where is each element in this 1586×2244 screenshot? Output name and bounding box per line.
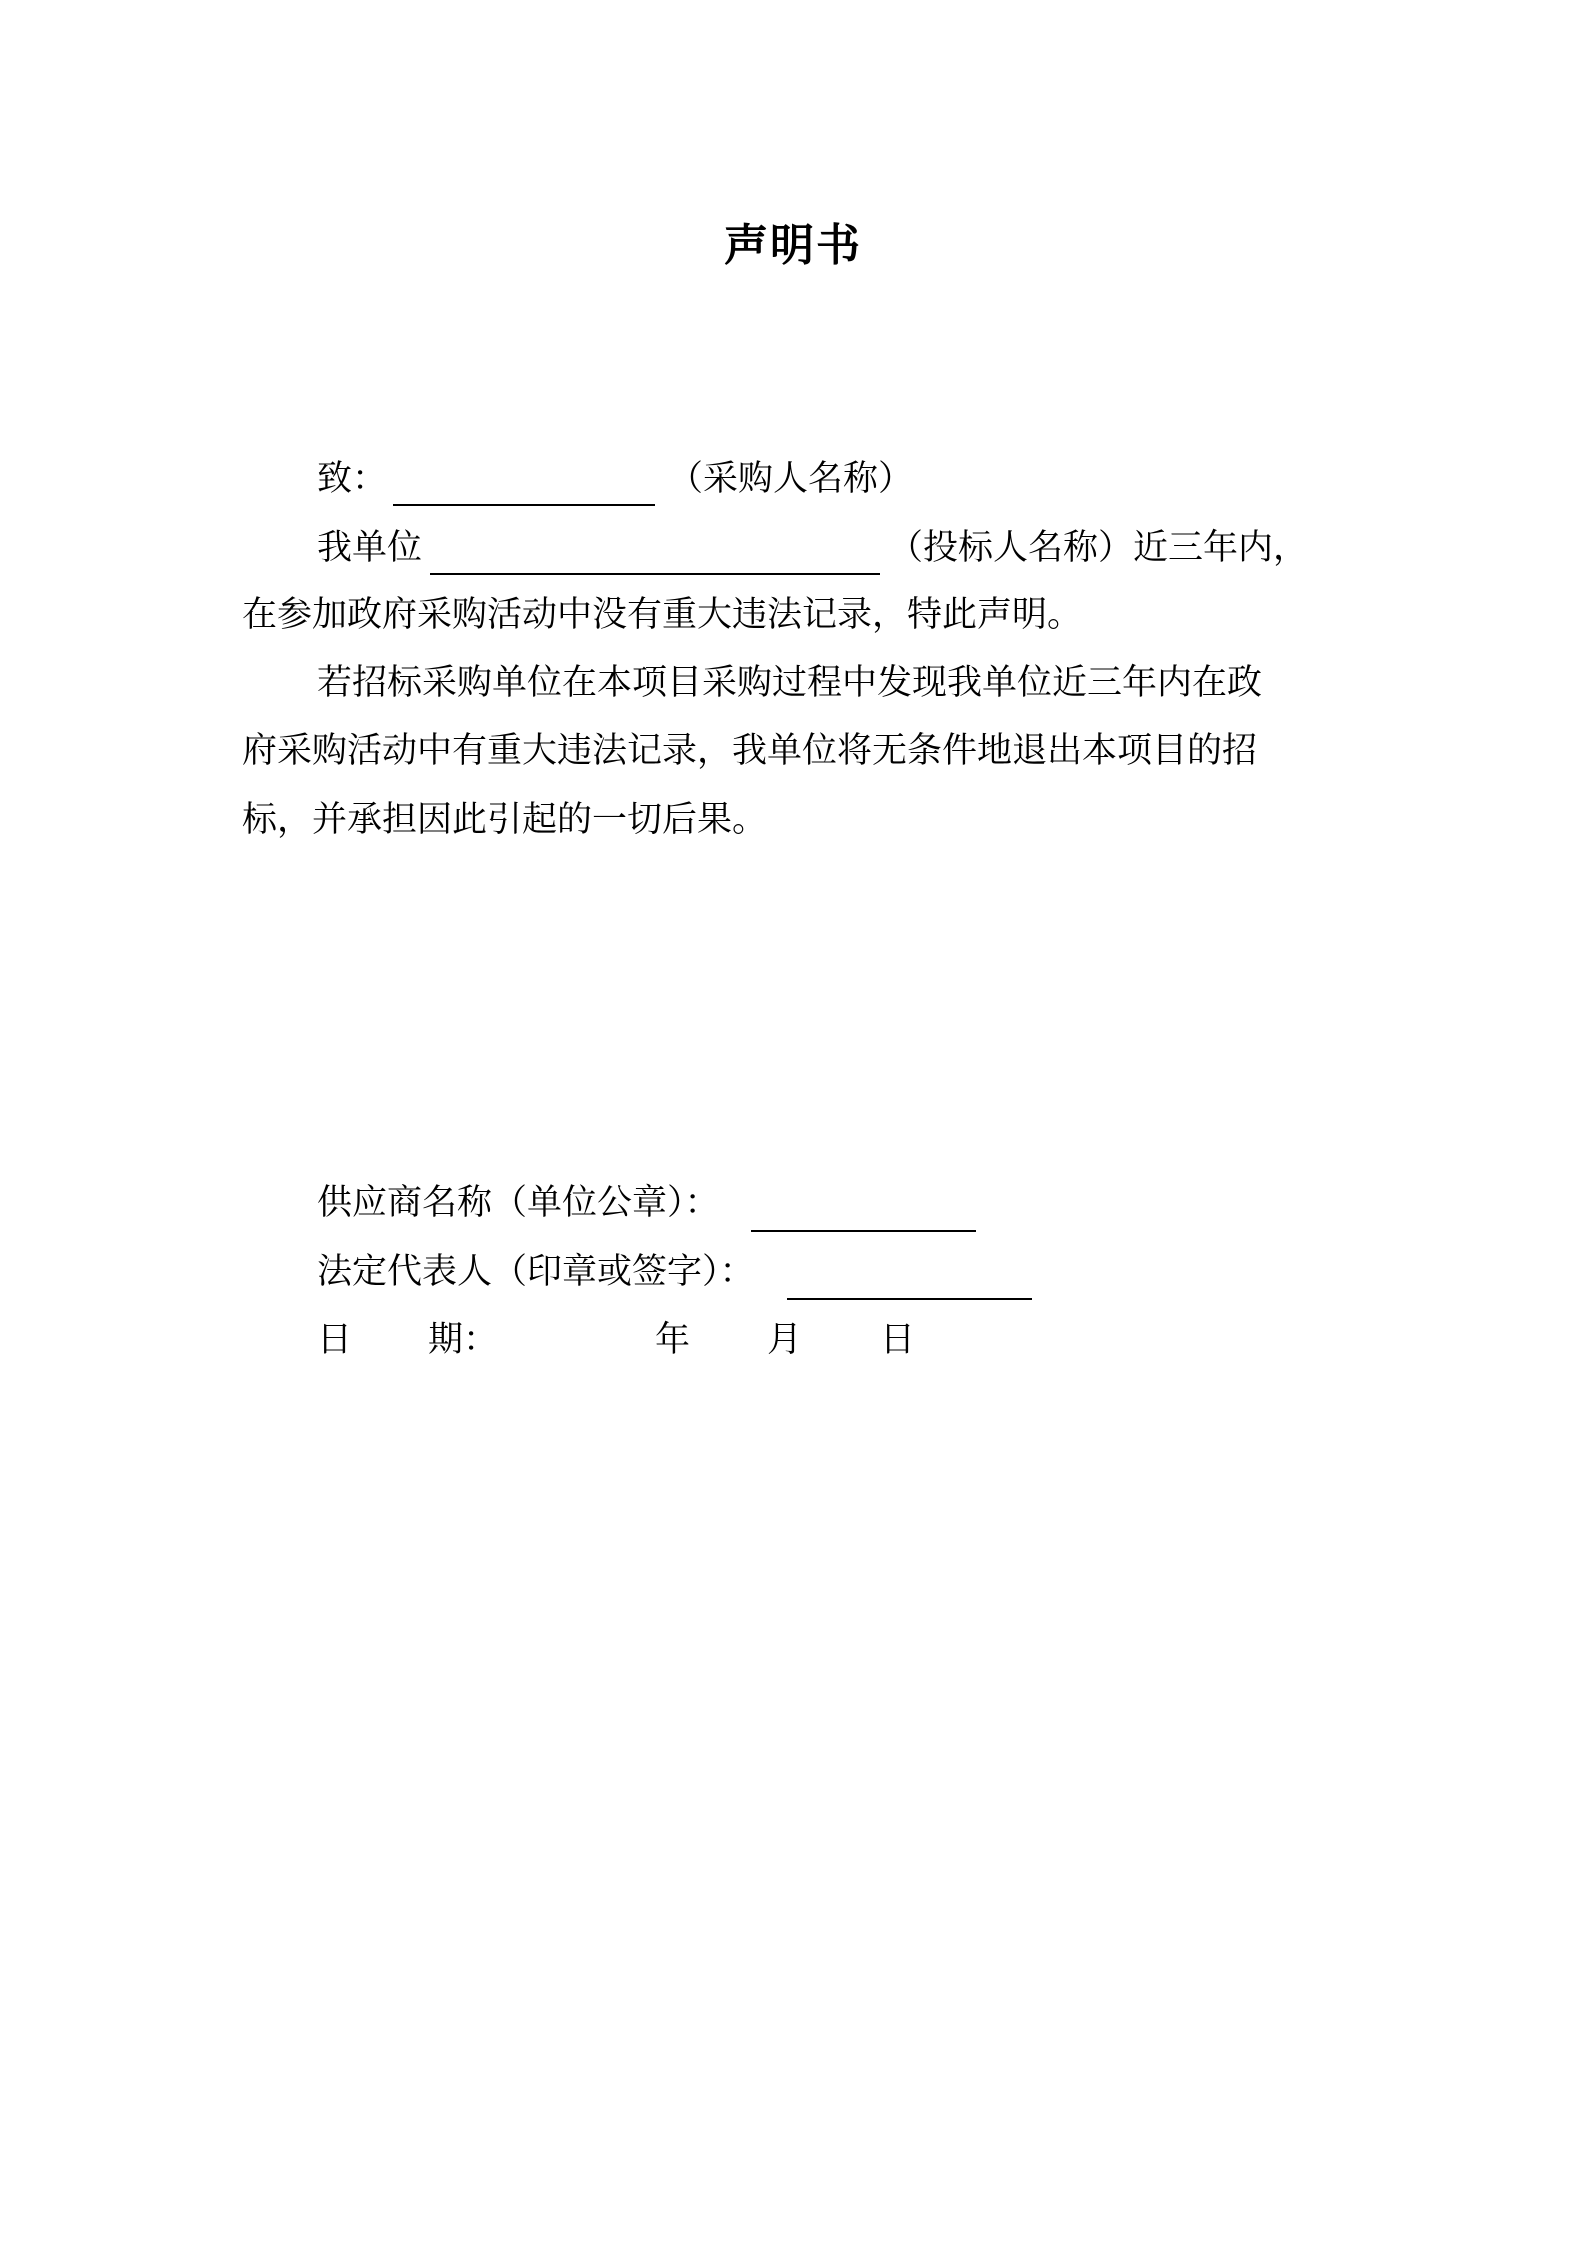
purchaser-name-blank: [393, 504, 655, 506]
document-title: 声明书: [724, 220, 862, 271]
supplier-name-label: 供应商名称（单位公章）：: [317, 1183, 720, 1223]
date-year-label: 年: [655, 1320, 691, 1360]
bidder-name-blank: [430, 573, 880, 575]
paragraph2-line3: 标，并承担因此引起的一切后果。: [242, 800, 768, 840]
paragraph1-suffix: （投标人名称）近三年内，: [888, 528, 1309, 568]
date-label-period: 期：: [428, 1320, 499, 1360]
paragraph2-line2: 府采购活动中有重大违法记录，我单位将无条件地退出本项目的招: [242, 731, 1258, 771]
paragraph2-line1: 若招标采购单位在本项目采购过程中发现我单位近三年内在政: [317, 663, 1263, 703]
paragraph1-line2: 在参加政府采购活动中没有重大违法记录，特此声明。: [242, 595, 1083, 635]
paragraph1-prefix: 我单位: [317, 528, 423, 568]
addressee-prefix: 致：: [317, 459, 388, 499]
supplier-name-blank: [751, 1230, 976, 1232]
legal-rep-label: 法定代表人（印章或签字）：: [317, 1252, 755, 1292]
addressee-suffix: （采购人名称）: [668, 459, 914, 499]
date-label-day: 日: [317, 1320, 353, 1360]
legal-rep-blank: [787, 1298, 1032, 1300]
date-day-label: 日: [880, 1320, 916, 1360]
date-month-label: 月: [767, 1320, 803, 1360]
